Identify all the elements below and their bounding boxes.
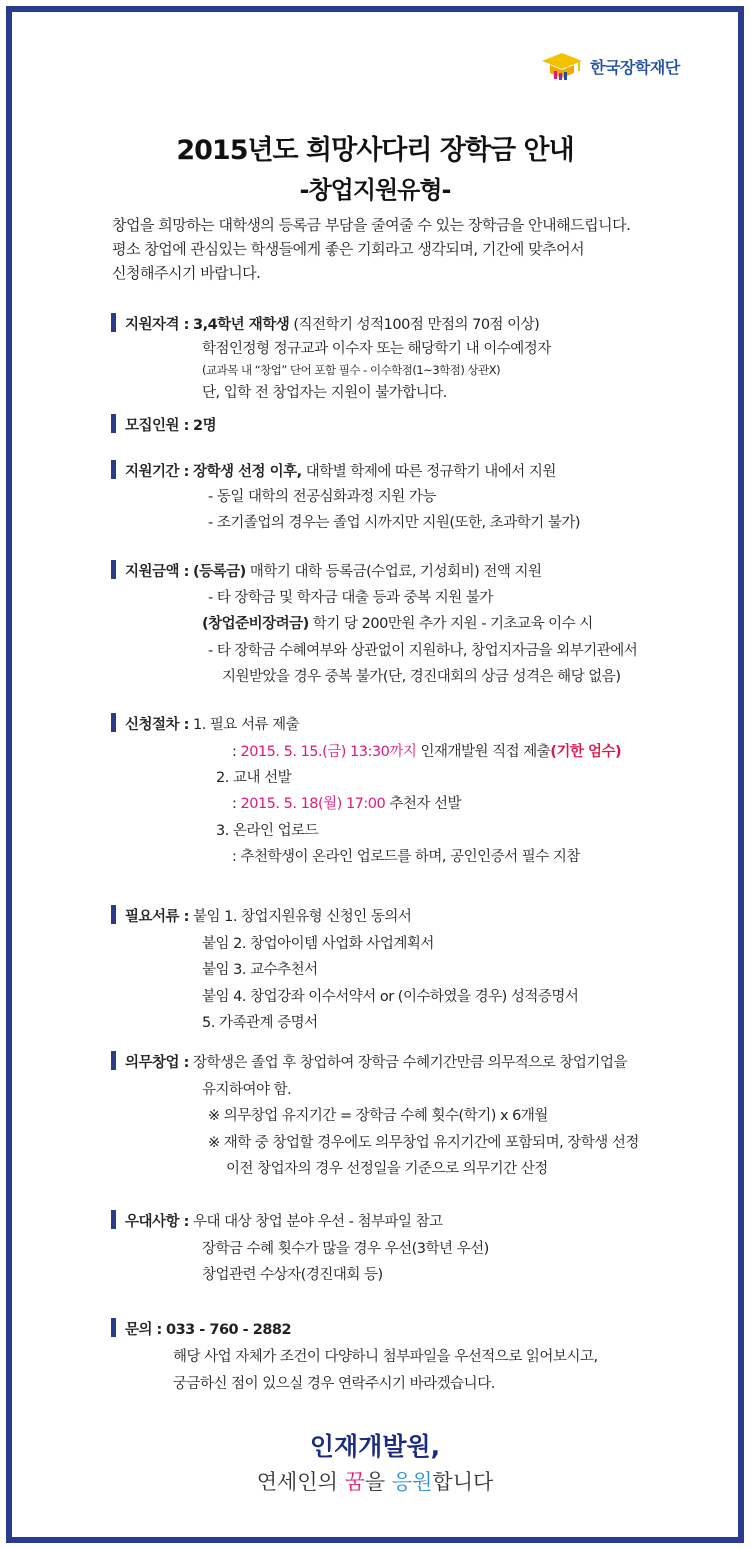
period-line: - 동일 대학의 전공심화과정 지원 가능 xyxy=(208,489,436,505)
preference-label: 우대사항 : xyxy=(125,1214,189,1230)
contact-line: 해당 사업 자체가 조건이 다양하니 첨부파일을 우선적으로 읽어보시고, xyxy=(173,1349,598,1365)
procedure-label: 신청절차 : xyxy=(125,717,189,733)
slogan-dream: 꿈 xyxy=(344,1470,365,1494)
eligibility-text: (직전학기 성적100점 만점의 70점 이상) xyxy=(289,317,540,333)
intro-paragraph xyxy=(112,213,672,285)
obligation-line: 이전 창업자의 경우 선정일을 기준으로 의무기간 산정 xyxy=(226,1161,548,1177)
contact-row xyxy=(125,1318,291,1339)
section-marker xyxy=(111,414,116,433)
procedure-step-3: 3. 온라인 업로드 xyxy=(216,823,319,839)
logo-text: 한국장학재단 xyxy=(590,57,680,77)
recruit-value: 2명 xyxy=(192,418,217,434)
amount-line: - 타 장학금 수혜여부와 상관없이 지원하나, 창업지자금을 외부기관에서 xyxy=(208,643,638,659)
page-title: 2015년도 희망사다리 장학금 안내 xyxy=(176,135,574,166)
section-marker xyxy=(111,1318,116,1337)
section-marker xyxy=(111,313,116,332)
procedure-step-2: 2. 교내 선발 xyxy=(216,770,292,786)
document-item: 붙임 4. 창업강좌 이수서약서 or (이수하였을 경우) 성적증명서 xyxy=(202,989,579,1005)
eligibility-line: 단, 입학 전 창업자는 지원이 불가합니다. xyxy=(202,385,447,401)
obligation-row: 의무창업 : 장학생은 졸업 후 창업하여 장학금 수혜기간만큼 의무적으로 창업기업을 xyxy=(125,1055,627,1071)
amount-text: 매학기 대학 등록금(수업료, 기성회비) 전액 지원 xyxy=(245,564,542,580)
period-label: 지원기간 : xyxy=(125,464,189,480)
period-bold: 장학생 선정 이후, xyxy=(192,464,302,480)
eligibility-bold: 3,4학년 재학생 xyxy=(192,317,290,333)
period-line: - 조기졸업의 경우는 졸업 시까지만 지원(또한, 초과학기 불가) xyxy=(208,515,581,531)
procedure-step-1-detail: : 2015. 5. 15.(금) 13:30까지 인재개발원 직접 제출(기한 엄수) xyxy=(232,744,622,760)
section-marker xyxy=(111,1210,116,1229)
obligation-note: ※ 재학 중 창업할 경우에도 의무창업 유지기간에 포함되며, 장학생 선정 xyxy=(208,1135,639,1151)
document-item: 붙임 1. 창업지원유형 신청인 동의서 xyxy=(192,909,412,925)
amount-row xyxy=(125,560,541,581)
recruit-row xyxy=(125,414,216,435)
eligibility-line: 학점인정형 정규교과 이수자 또는 해당학기 내 이수예정자 xyxy=(202,341,551,357)
amount-text-2: 학기 당 200만원 추가 지원 - 기초교육 이수 시 xyxy=(308,616,593,632)
amount-row-2 xyxy=(202,612,593,633)
footer-heading: 인재개발원, xyxy=(309,1432,441,1461)
intro-line: 창업을 희망하는 대학생의 등록금 부담을 줄여줄 수 있는 장학금을 안내해드립니다. xyxy=(112,216,631,234)
preference-row: 우대사항 : 우대 대상 창업 분야 우선 - 첨부파일 참고 xyxy=(125,1214,443,1230)
section-marker xyxy=(111,560,116,579)
preference-line: 장학금 수혜 횟수가 많을 경우 우선(3학년 우선) xyxy=(202,1241,489,1257)
document-item: 5. 가족관계 증명서 xyxy=(202,1015,318,1031)
amount-label: 지원금액 : xyxy=(125,564,189,580)
kosaf-logo xyxy=(540,48,680,84)
obligation-line: 유지하여야 함. xyxy=(202,1082,292,1098)
procedure-step-3-detail: : 추천학생이 온라인 업로드를 하며, 공인인증서 필수 지참 xyxy=(232,849,580,865)
section-marker xyxy=(111,1051,116,1070)
period-text: 대학별 학제에 따른 정규학기 내에서 지원 xyxy=(301,464,556,480)
section-marker xyxy=(111,713,116,732)
procedure-step-1: 1. 필요 서류 제출 xyxy=(188,717,300,733)
intro-line: 신청해주시기 바랍니다. xyxy=(112,264,261,282)
contact-label: 문의 : xyxy=(125,1322,162,1338)
footer-slogan: 연세인의 꿈을 응원합니다 xyxy=(256,1470,494,1494)
eligibility-label: 지원자격 : xyxy=(125,317,189,333)
section-marker xyxy=(111,905,116,924)
amount-line: - 타 장학금 및 학자금 대출 등과 중복 지원 불가 xyxy=(208,590,493,606)
procedure-step-2-detail: : 2015. 5. 18(월) 17:00 추천자 선발 xyxy=(232,796,461,812)
eligibility-note: (교과목 내 “창업” 단어 포함 필수 - 이수학점(1~3학점) 상관X) xyxy=(202,363,501,377)
selection-date: 2015. 5. 18(월) 17:00 xyxy=(240,796,386,812)
amount-bold-2: (창업준비장려금) xyxy=(202,616,309,632)
preference-line: 창업관련 수상자(경진대회 등) xyxy=(202,1267,383,1283)
amount-line: 지원받았을 경우 중복 불가(단, 경진대회의 상금 성격은 해당 없음) xyxy=(222,669,621,685)
obligation-label: 의무창업 : xyxy=(125,1055,189,1071)
intro-line: 평소 창업에 관심있는 학생들에게 좋은 기회라고 생각되며, 기간에 맞추어서 xyxy=(112,240,585,258)
documents-row xyxy=(125,905,411,926)
deadline-date: 2015. 5. 15.(금) 13:30까지 xyxy=(240,744,417,760)
obligation-note: ※ 의무창업 유지기간 = 장학금 수혜 횟수(학기) x 6개월 xyxy=(208,1108,548,1124)
period-row xyxy=(125,460,556,481)
section-marker xyxy=(111,460,116,479)
recruit-label: 모집인원 : xyxy=(125,418,189,434)
graduation-cap-icon xyxy=(540,51,584,81)
eligibility-row xyxy=(125,313,539,334)
contact-line: 궁금하신 점이 있으실 경우 연락주시기 바라겠습니다. xyxy=(173,1376,495,1392)
documents-label: 필요서류 : xyxy=(125,909,189,925)
amount-bold: (등록금) xyxy=(192,564,246,580)
document-item: 붙임 3. 교수추천서 xyxy=(202,962,318,978)
slogan-support: 응원 xyxy=(391,1470,433,1494)
document-item: 붙임 2. 창업아이템 사업화 사업계획서 xyxy=(202,936,434,952)
page-subtitle: -창업지원유형- xyxy=(299,176,451,204)
deadline-strict: (기한 엄수) xyxy=(550,744,622,760)
contact-phone: 033 - 760 - 2882 xyxy=(165,1322,292,1338)
procedure-row xyxy=(125,713,299,734)
